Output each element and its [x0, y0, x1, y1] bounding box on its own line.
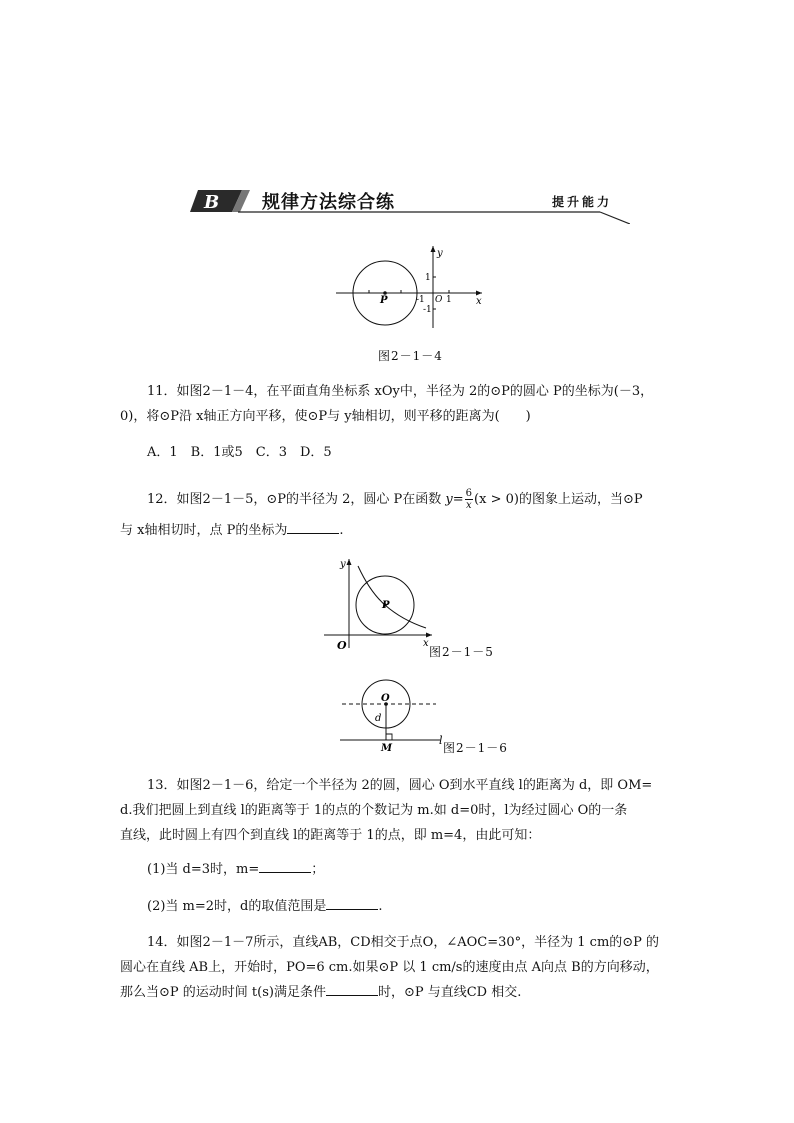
tick-label-x-1: 1 [446, 295, 452, 305]
q12-fraction-denominator: x [466, 500, 472, 511]
figure-2-1-5 [322, 556, 434, 652]
q12-line-1-after: (x > 0)的图象上运动，当⊙P [474, 492, 643, 507]
origin-label: O [435, 295, 443, 305]
q11-choices: A．1 B．1或5 C．3 D．5 [147, 445, 332, 460]
hyperbola-curve [358, 566, 426, 628]
y-axis-label: y [340, 559, 346, 570]
q13-part-1 [147, 856, 324, 884]
q12-line-1-before: 12．如图2－1－5，⊙P的半径为 2，圆心 P在函数 [147, 492, 446, 507]
point-o-label: O [381, 693, 390, 704]
section-subtitle: 提升能力 [552, 195, 613, 209]
figure-2-1-6-caption: 图2－1－6 [443, 741, 508, 755]
q13-part-1-blank [259, 860, 311, 873]
figure-2-1-5-caption: 图2－1－5 [429, 645, 494, 659]
origin-label: O [337, 639, 347, 652]
right-angle-mark [386, 734, 392, 740]
q14-line-1: 14．如图2－1－7所示，直线AB，CD相交于点O，∠AOC=30°，半径为 1 cm的⊙P 的 [147, 935, 660, 950]
figure-2-1-4 [336, 244, 486, 328]
line-l-label: l [439, 734, 443, 747]
x-axis-label: x [476, 296, 482, 307]
figure-2-1-4-caption: 图2－1－4 [378, 349, 443, 363]
q12-line-2 [120, 517, 343, 545]
q11-line-2: 0)，将⊙P沿 x轴正方向平移，使⊙P与 y轴相切，则平移的距离为( ) [120, 409, 531, 424]
figure-2-1-6 [338, 676, 448, 754]
q13-part-2-blank [326, 897, 378, 910]
q14-answer-blank [326, 983, 378, 996]
q13-part-1-before: (1)当 d=3时，m= [147, 862, 260, 877]
x-axis-label: x [423, 638, 429, 649]
distance-d-label: d [375, 713, 382, 724]
q14-line-3-before: 那么当⊙P 的运动时间 t(s)满足条件 [120, 985, 326, 1000]
tick-label-x-neg1: -1 [416, 295, 425, 305]
tick-label-y-1: 1 [425, 273, 431, 283]
q12-line-2-after: . [339, 523, 344, 538]
q13-part-2 [147, 893, 383, 921]
q12-answer-blank [287, 521, 339, 534]
tick-label-y-neg1: -1 [423, 305, 432, 315]
q13-line-2: d.我们把圆上到直线 l的距离等于 1的点的个数记为 m.如 d=0时，l为经过圆心 O的一条 [120, 803, 628, 818]
q13-part-2-after: . [378, 899, 383, 914]
q13-part-2-before: (2)当 m=2时，d的取值范围是 [147, 899, 327, 914]
y-axis-label: y [437, 248, 443, 259]
q14-line-3 [120, 979, 521, 1007]
q11-line-1: 11．如图2－1－4，在平面直角坐标系 xOy中，半径为 2的⊙P的圆心 P的坐标为(－3， [147, 384, 654, 399]
q12-line-2-before: 与 x轴相切时，点 P的坐标为 [120, 523, 288, 538]
q13-line-3: 直线，此时圆上有四个到直线 l的距离等于 1的点，即 m=4，由此可知： [120, 828, 541, 843]
q13-line-1: 13．如图2－1－6，给定一个半径为 2的圆，圆心 O到水平直线 l的距离为 d，即 OM= [147, 778, 653, 793]
section-badge-letter: B [204, 192, 220, 213]
point-m-label: M [381, 743, 393, 754]
q12-fraction-numerator: 6 [465, 488, 473, 499]
section-title: 规律方法综合练 [262, 192, 395, 213]
q12-line-1 [147, 486, 643, 514]
q14-line-3-after: 时，⊙P 与直线CD 相交. [377, 985, 522, 1000]
q14-line-2: 圆心在直线 AB上，开始时，PO=6 cm.如果⊙P 以 1 cm/s的速度由点 A向点 B的方向移动， [120, 960, 659, 975]
q13-part-1-after: ； [311, 862, 325, 877]
q12-y-eq: y= [445, 492, 464, 507]
point-p-label: P [380, 295, 388, 306]
point-p-label: P [382, 600, 390, 611]
q12-fraction [465, 488, 473, 511]
